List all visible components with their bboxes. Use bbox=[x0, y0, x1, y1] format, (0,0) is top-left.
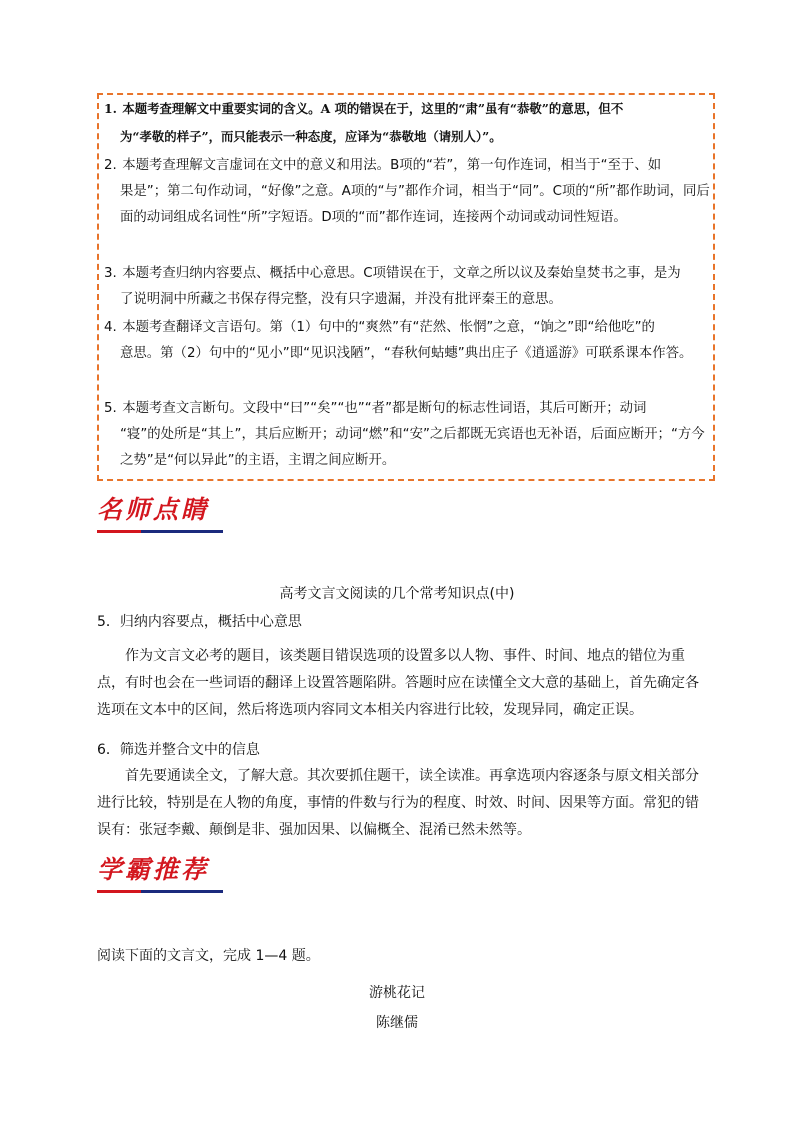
reading-instruction: 阅读下面的文言文，完成 1—4 题。 bbox=[97, 948, 320, 964]
answer-3 bbox=[104, 261, 710, 313]
answer-line: 本题考查归纳内容要点、概括中心意思。C项错误在于，文章之所以议及秦始皇焚书之事，是为 bbox=[122, 266, 681, 281]
answer-continuation: “寝”的处所是“其上”，其后应断开；动词“燃”和“安”之后都既无宾语也无补语，后面应断开；“方今之势”是“何以异此”的主语，主谓之间应断开。 bbox=[120, 427, 705, 468]
answer-line: 本题考查理解文言虚词在文中的意义和用法。B项的“若”，第一句作连词，相当于“至于、如 bbox=[122, 158, 662, 173]
answer-continuation: 意思。第（2）句中的“见小”即“见识浅陋”，“春秋何蛄蟪”典出庄子《逍遥游》可联系课本作答。 bbox=[120, 346, 693, 361]
answer-1-cont: 为“孝敬的样子”，而只能表示一种态度，应译为“恭敬地（请别人）”。 bbox=[120, 129, 502, 144]
reading-author: 陈继儒 bbox=[376, 1015, 418, 1031]
section-title: 名师点睛 bbox=[97, 495, 210, 524]
answer-line: 本题考查翻译文言语句。第（1）句中的“爽然”有“茫然、怅惘”之意，“饷之”即“给他吃”的 bbox=[122, 320, 655, 335]
answer-number: 5. bbox=[104, 401, 117, 416]
answer-line: 本题考查文言断句。文段中“曰”“矣”“也”“者”都是断句的标志性词语，其后可断开；动词 bbox=[122, 401, 647, 416]
answer-number: 2. bbox=[104, 158, 117, 173]
answer-continuation: 了说明洞中所藏之书保存得完整，没有只字遗漏，并没有批评秦王的意思。 bbox=[120, 292, 562, 307]
section-underline bbox=[97, 890, 223, 893]
section-header-teacher bbox=[97, 495, 223, 535]
answer-2 bbox=[104, 153, 710, 231]
answer-number: 4. bbox=[104, 320, 117, 335]
section-header-student bbox=[97, 855, 223, 895]
point6-title: 6．筛选并整合文中的信息 bbox=[97, 742, 260, 758]
point6-body: 首先要通读全文，了解大意。其次要抓住题干，读全读准。再拿选项内容逐条与原文相关部分进行比较，特别是在人物的角度，事情的件数与行为的程度、时效、时间、因果等方面。常犯的错误有：张冠李戴、颠倒是非、强加因果、以偏概全、混淆已然未然等。 bbox=[97, 768, 699, 838]
answer-number: 3. bbox=[104, 266, 117, 281]
answer-5 bbox=[104, 396, 710, 474]
point5-title: 5．归纳内容要点，概括中心意思 bbox=[97, 614, 302, 630]
answer-line: 本题考查理解文中重要实词的含义。A 项的错误在于，这里的“肃”虽有“恭敬”的意思，但不 bbox=[122, 101, 624, 116]
answer-1 bbox=[104, 96, 716, 122]
answer-continuation: 果是”；第二句作动词，“好像”之意。A项的“与”都作介词，相当于“同”。C项的“所”都作助词，同后面的动词组成名词性“所”字短语。D项的“而”都作连词，连接两个动词或动词性短语。 bbox=[120, 184, 710, 225]
section-title: 学霸推荐 bbox=[97, 855, 210, 884]
reading-title: 游桃花记 bbox=[369, 985, 425, 1001]
answer-4 bbox=[104, 315, 710, 367]
section-underline bbox=[97, 530, 223, 533]
point5-body: 作为文言文必考的题目，该类题目错误选项的设置多以人物、事件、时间、地点的错位为重点，有时也会在一些词语的翻译上设置答题陷阱。答题时应在读懂全文大意的基础上，首先确定各选项在文本中的区间，然后将选项内容同文本相关内容进行比较，发现异同，确定正误。 bbox=[97, 648, 699, 718]
article-heading: 高考文言文阅读的几个常考知识点(中) bbox=[279, 586, 515, 602]
answer-number: 1. bbox=[104, 101, 117, 116]
